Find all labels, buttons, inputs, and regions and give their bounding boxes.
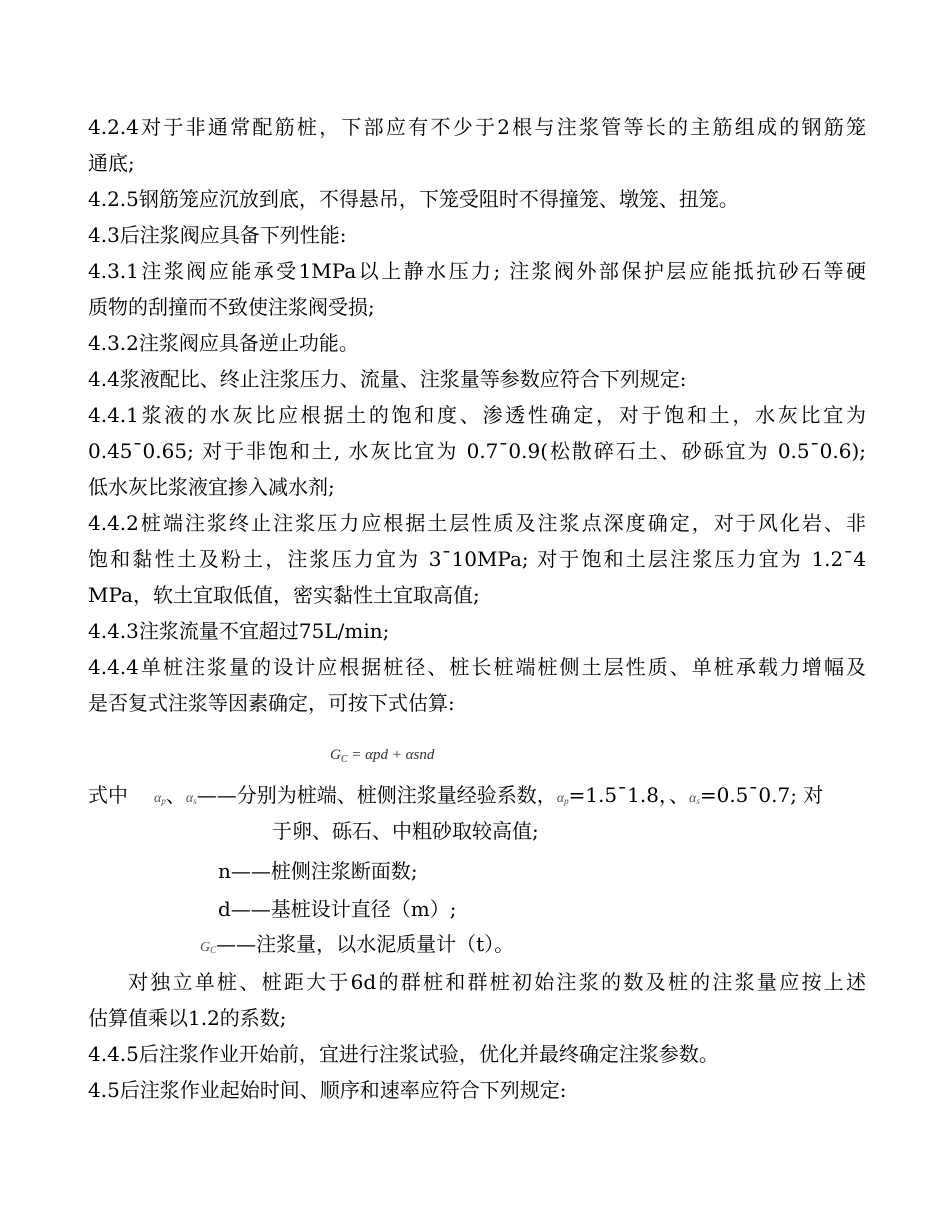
formula-rhs: = αpd + αsnd [351,747,435,763]
gc-desc: ——注浆量，以水泥质量计（t）。 [216,932,515,956]
clause-4-4-1-end: 低水灰比浆液宜掺入减水剂; [88,475,335,499]
gc-symbol: $G_C$ [200,940,217,955]
clause-4-3-1-cont: 质物的刮撞而不致使注浆阀受损; [88,295,375,319]
clause-4-4-5: 4.4.5后注浆作业开始前，宜进行注浆试验，优化并最终确定注浆参数。 [88,1042,719,1066]
single-pile-note: 对独立单桩、桩距大于6d的群桩和群桩初始注浆的数及桩的注浆量应按上述 [128,970,866,994]
where-line-1 [88,779,878,811]
alpha-p-symbol-2: $\alpha_p$ [556,791,569,806]
clause-4-2-4: 4.2.4对于非通常配筋桩，下部应有不少于2根与注浆管等长的主筋组成的钢筋笼 [88,115,866,139]
clause-4-4-2: 4.4.2桩端注浆终止注浆压力应根据土层性质及注浆点深度确定，对于风化岩、非 [88,511,866,535]
formula-lhs: G [330,747,341,763]
clause-4-4: 4.4浆液配比、终止注浆压力、流量、注浆量等参数应符合下列规定: [88,367,687,391]
formula-lhs-sub: C [340,754,348,765]
where-desc: ——分别为桩端、桩侧注浆量经验系数， [196,783,557,807]
clause-4-3-2: 4.3.2注浆阀应具备逆止功能。 [88,331,359,355]
clause-4-3-1: 4.3.1注浆阀应能承受1MPa以上静水压力; 注浆阀外部保护层应能抵抗砂石等硬 [88,259,866,283]
alpha-p-value: =1.5¯1.8，、 [568,783,689,807]
clause-4-4-2-end: MPa，软土宜取低值，密实黏性土宜取高值; [88,583,480,607]
where-gc-definition [200,928,760,960]
clause-4-4-1-cont: 0.45¯0.65; 对于非饱和土, 水灰比宜为 0.7¯0.9(松散碎石土、砂砾宜为 0.5¯0.6); [88,439,866,463]
clause-4-2-4-cont: 通底; [88,151,135,175]
where-line-2: 于卵、砾石、中粗砂取较高值; [272,819,539,843]
clause-4-4-4-cont: 是否复式注浆等因素确定，可按下式估算: [88,691,455,715]
where-sep: 、 [165,783,186,807]
where-d-definition: d——基桩设计直径（m）; [218,897,457,921]
alpha-s-symbol: $\alpha_s$ [185,791,197,806]
clause-4-5: 4.5后注浆作业起始时间、顺序和速率应符合下列规定: [88,1078,567,1102]
grouting-formula [330,743,434,767]
clause-4-4-3: 4.4.3注浆流量不宜超过75L/min; [88,619,390,643]
clause-4-2-5: 4.2.5钢筋笼应沉放到底，不得悬吊，下笼受阻时不得撞笼、墩笼、扭笼。 [88,187,739,211]
alpha-s-symbol-2: $\alpha_s$ [688,791,700,806]
clause-4-4-2-cont: 饱和黏性土及粉土，注浆压力宜为 3¯10MPa; 对于饱和土层注浆压力宜为 1.2¯4 [88,547,866,571]
alpha-s-value: =0.5¯0.7; 对 [699,783,824,807]
clause-4-4-1: 4.4.1浆液的水灰比应根据土的饱和度、渗透性确定，对于饱和土，水灰比宜为 [88,403,866,427]
where-prefix: 式中 [88,783,128,807]
where-n-definition: n——桩侧注浆断面数; [218,859,418,883]
single-pile-note-cont: 估算值乘以1.2的系数; [88,1006,287,1030]
clause-4-4-4: 4.4.4单桩注浆量的设计应根据桩径、桩长桩端桩侧土层性质、单桩承载力增幅及 [88,655,866,679]
clause-4-3: 4.3后注浆阀应具备下列性能: [88,223,347,247]
alpha-p-symbol: $\alpha_p$ [154,791,166,806]
